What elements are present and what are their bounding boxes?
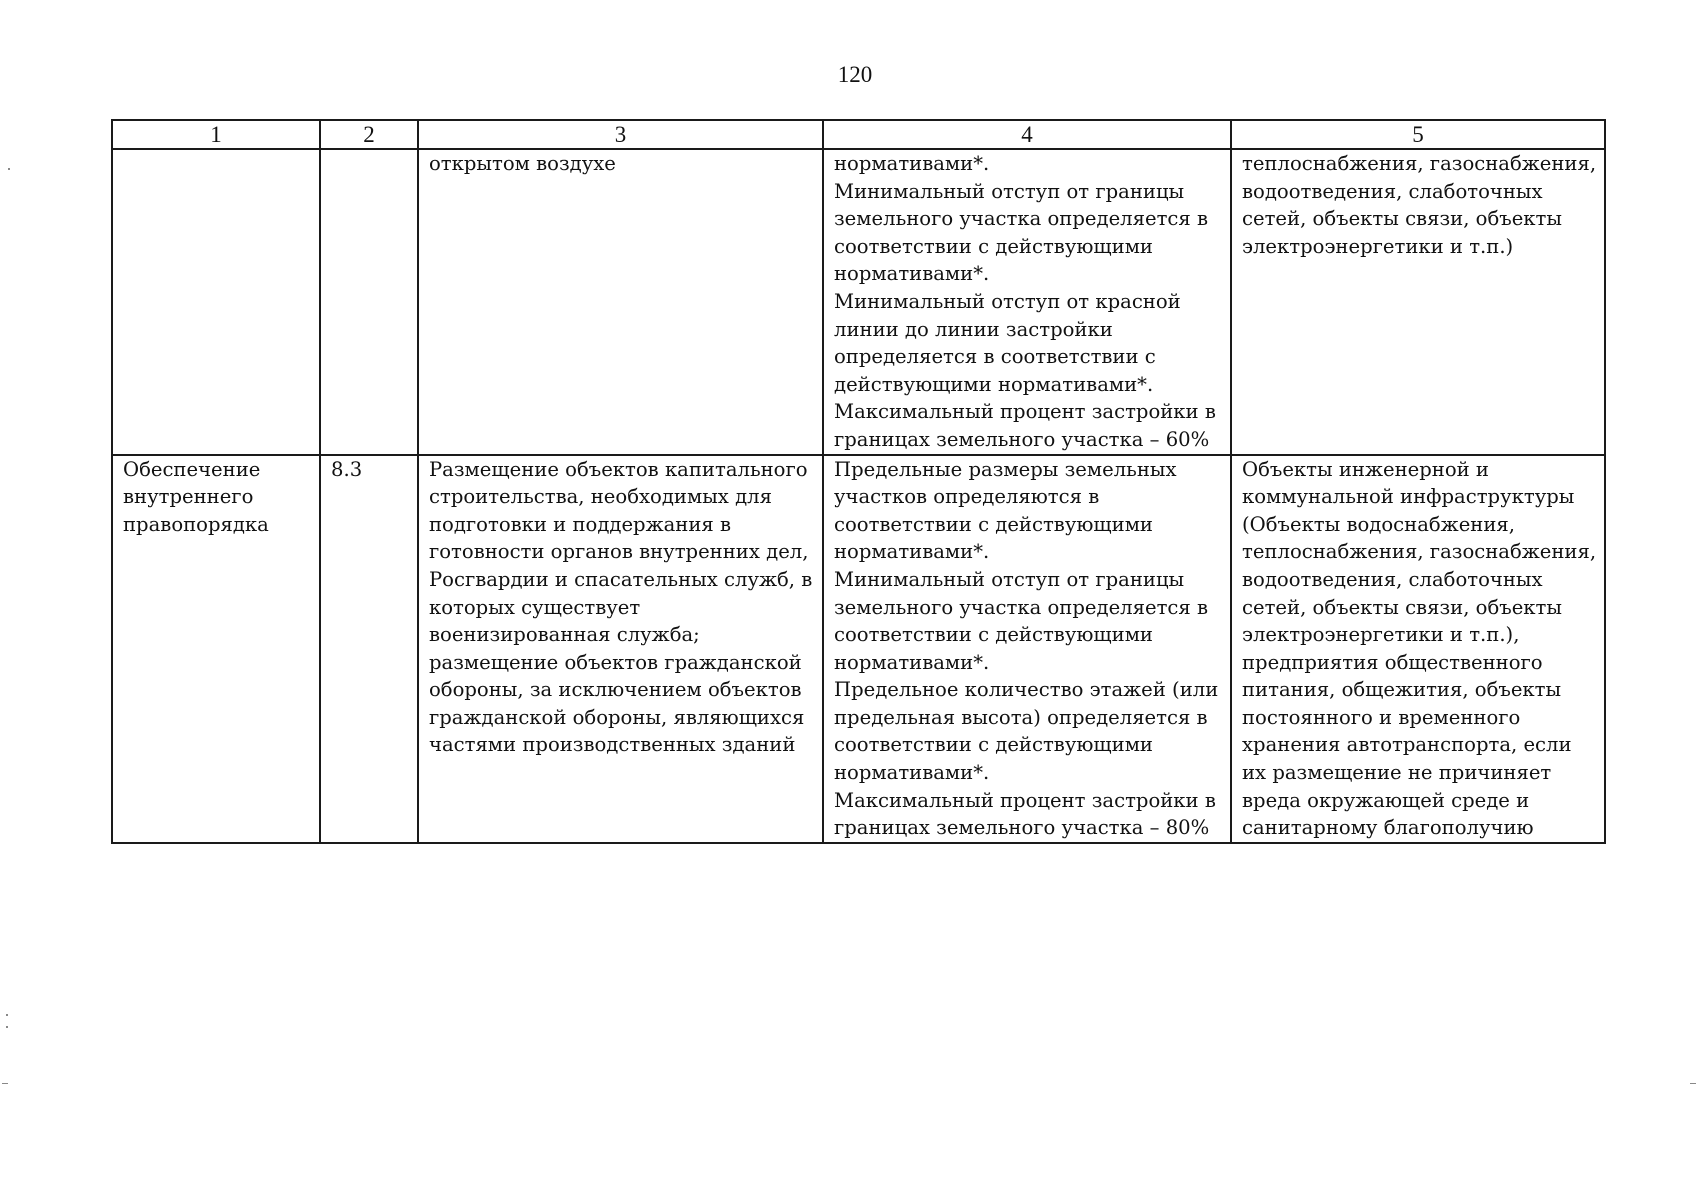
text-line: санитарному благополучию [1242,816,1534,840]
text-line: нормативами*. [834,650,990,674]
code-cell [320,149,418,455]
text-line: границах земельного участка – 80% [834,816,1210,840]
text-line: гражданской обороны, являющихся [429,705,805,729]
text-line: линии до линии застройки [834,317,1113,341]
text-line: предприятия общественного [1242,650,1543,674]
parameters-cell [823,455,1231,843]
text-line: границах земельного участка – 60% [834,427,1210,451]
column-header-3: 3 [418,120,823,149]
scan-speck [6,1026,8,1028]
text-line: постоянного и временного [1242,705,1521,729]
table-header-row [112,120,1605,149]
parameters-cell [823,149,1231,455]
text-line: Минимальный отступ от границы [834,567,1185,591]
use-type-cell [112,149,320,455]
use-description-cell [418,455,823,843]
text-line: соответствии с действующими [834,234,1153,258]
text-line: земельного участка определяется в [834,207,1209,231]
text-line: действующими нормативами*. [834,372,1154,396]
text-line: размещение объектов гражданской [429,650,802,674]
text-line: внутреннего [123,485,254,509]
text-line: питания, общежития, объекты [1242,678,1562,702]
text-line: хранения автотранспорта, если [1242,733,1572,757]
text-line: теплоснабжения, газоснабжения, [1242,152,1597,175]
text-line: участков определяются в [834,485,1100,509]
text-line: электроэнергетики и т.п.) [1242,234,1514,258]
text-line: Предельное количество этажей (или [834,678,1219,702]
text-line: соответствии с действующими [834,512,1153,536]
text-line: нормативами*. [834,262,990,286]
table-row [112,149,1605,455]
text-line: их размещение не причиняет [1242,761,1552,785]
scan-speck [2,1083,8,1084]
text-line: которых существует [429,595,641,619]
text-line: (Объекты водоснабжения, [1242,512,1516,536]
text-line: частями производственных зданий [429,733,796,757]
column-header-5: 5 [1231,120,1605,149]
auxiliary-uses-cell [1231,455,1605,843]
text-line: Минимальный отступ от границы [834,179,1185,203]
text-line: нормативами*. [834,152,990,175]
text-line: Максимальный процент застройки в [834,400,1216,424]
table-row [112,455,1605,843]
text-line: сетей, объекты связи, объекты [1242,595,1562,619]
scan-speck [6,1014,8,1016]
text-line: сетей, объекты связи, объекты [1242,207,1562,231]
text-line: Предельные размеры земельных [834,457,1177,481]
land-use-regulations-table [111,119,1606,844]
text-line: теплоснабжения, газоснабжения, [1242,540,1597,564]
text-line: строительства, необходимых для [429,485,772,509]
auxiliary-uses-cell [1231,149,1605,455]
text-line: соответствии с действующими [834,733,1153,757]
text-line: Минимальный отступ от красной [834,289,1181,313]
use-type-cell [112,455,320,843]
text-line: готовности органов внутренних дел, [429,540,809,564]
text-line: коммунальной инфраструктуры [1242,485,1575,509]
text-line: Обеспечение [123,457,261,481]
column-header-1: 1 [112,120,320,149]
text-line: водоотведения, слаботочных [1242,179,1543,203]
text-line: соответствии с действующими [834,623,1153,647]
text-line: электроэнергетики и т.п.), [1242,623,1520,647]
column-header-2: 2 [320,120,418,149]
code-cell: 8.3 [320,455,418,843]
text-line: Объекты инженерной и [1242,457,1489,481]
text-line: обороны, за исключением объектов [429,678,802,702]
use-description-cell [418,149,823,455]
text-line: Размещение объектов капитального [429,457,808,481]
text-line: вреда окружающей среде и [1242,788,1530,812]
text-line: нормативами*. [834,540,990,564]
text-line: открытом воздухе [429,152,616,175]
text-line: земельного участка определяется в [834,595,1209,619]
text-line: предельная высота) определяется в [834,705,1208,729]
text-line: подготовки и поддержания в [429,512,732,536]
text-line: правопорядка [123,512,269,536]
scan-speck [8,168,10,170]
text-line: водоотведения, слаботочных [1242,567,1543,591]
scan-speck [1690,1083,1696,1084]
column-header-4: 4 [823,120,1231,149]
page-number: 120 [837,62,873,87]
text-line: Росгвардии и спасательных служб, в [429,567,813,591]
text-line: Максимальный процент застройки в [834,788,1216,812]
text-line: нормативами*. [834,761,990,785]
text-line: определяется в соответствии с [834,345,1156,369]
text-line: военизированная служба; [429,623,700,647]
